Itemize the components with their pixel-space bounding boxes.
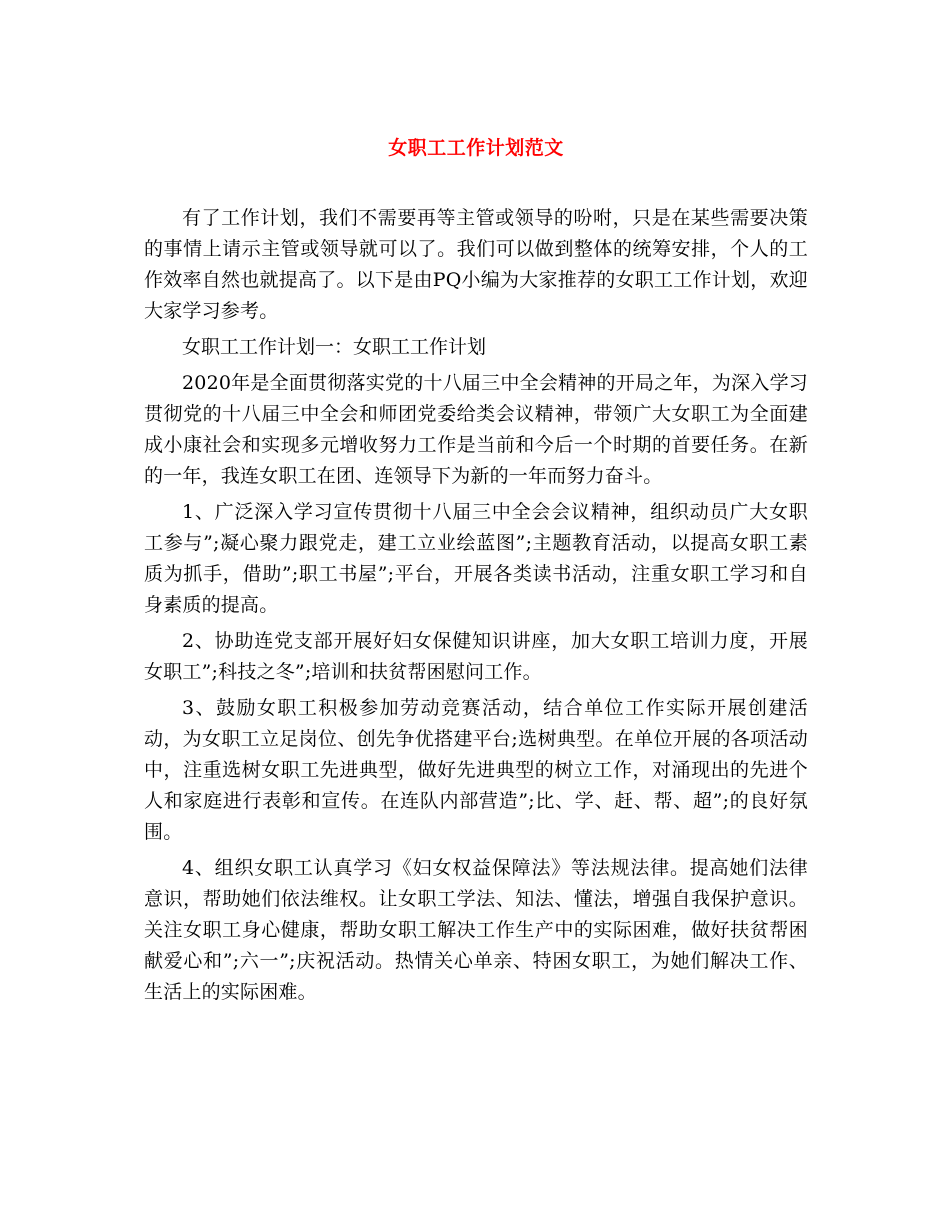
document-title: 女职工工作计划范文: [388, 137, 564, 159]
overview-paragraph: 2020年是全面贯彻落实党的十八届三中全会精神的开局之年，为深入学习贯彻党的十八届三中全会和师团党委给类会议精神，带领广大女职工为全面建成小康社会和实现多元增收努力工作是当前和今后一个时期的首要任务。在新的一年，我连女职工在团、连领导下为新的一年而努力奋斗。: [144, 372, 808, 487]
section-heading: 女职工工作计划一：女职工工作计划: [182, 336, 487, 358]
item-1-paragraph: 1、广泛深入学习宣传贯彻十八届三中全会会议精神，组织动员广大女职工参与”;凝心聚力跟党走，建工立业绘蓝图”;主题教育活动，以提高女职工素质为抓手，借助”;职工书屋”;平台，开展各类读书活动，注重女职工学习和自身素质的提高。: [144, 501, 808, 616]
item-2-paragraph: 2、协助连党支部开展好妇女保健知识讲座，加大女职工培训力度，开展女职工”;科技之冬”;培训和扶贫帮困慰问工作。: [144, 630, 808, 683]
item-3-paragraph: 3、鼓励女职工积极参加劳动竞赛活动，结合单位工作实际开展创建活动，为女职工立足岗位、创先争优搭建平台;选树典型。在单位开展的各项活动中，注重选树女职工先进典型，做好先进典型的树立工作，对涌现出的先进个人和家庭进行表彰和宣传。在连队内部营造”;比、学、赶、帮、超”;的良好氛围。: [144, 697, 808, 843]
item-4-paragraph: 4、组织女职工认真学习《妇女权益保障法》等法规法律。提高她们法律意识，帮助她们依法维权。让女职工学法、知法、懂法，增强自我保护意识。关注女职工身心健康，帮助女职工解决工作生产中的实际困难，做好扶贫帮困献爱心和”;六一”;庆祝活动。热情关心单亲、特困女职工，为她们解决工作、生活上的实际困难。: [144, 857, 808, 1003]
document-body: [144, 203, 808, 1013]
intro-paragraph: 有了工作计划，我们不需要再等主管或领导的吩咐，只是在某些需要决策的事情上请示主管或领导就可以了。我们可以做到整体的统筹安排，个人的工作效率自然也就提高了。以下是由PQ小编为大家推荐的女职工工作计划，欢迎大家学习参考。: [144, 207, 808, 322]
